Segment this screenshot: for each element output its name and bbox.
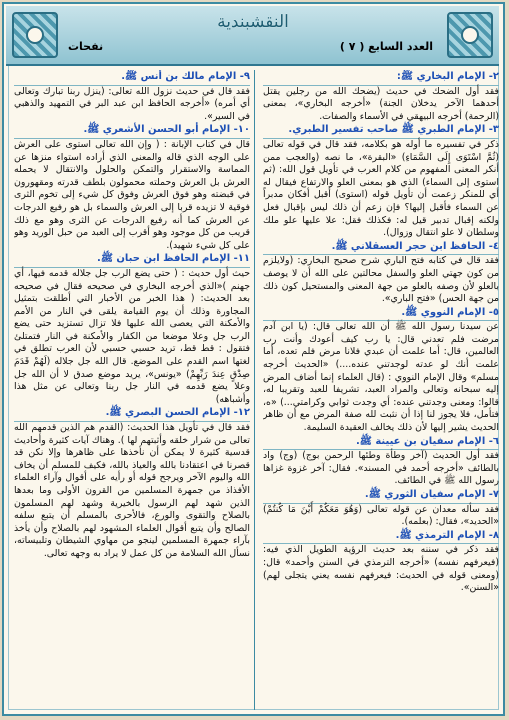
section-name: نفحات — [68, 40, 104, 53]
scholar-heading: ٤- الحافظ ابن حجر العسقلاني ﷺ. — [263, 241, 499, 256]
scholar-heading: ٥- الإمام النووي ﷺ. — [263, 307, 499, 322]
scholar-text: حيث أول حديث : ( حتى يضع الرب جل جلاله قدمه فيها، أي جهنم )«الذي أخرجه البخاري في صحيحه فقال في صحيحه بعد الحديث: ( هذا الخبر من الأخبار التي أطلقت بتمثيل المجاورة وذلك أن يوم القيامة يلقى في النار من الأمم والأمكنة التي يعصى الله عليها فلا تزال تستزيد حتى يضع الرب جل وعلا موضعا من الكفار والأمكنة في النار فتمتلئ فتقول : قط قط، تريد حسبي حسبي لأن العرب تطلق في لغتها اسم القدم على الموضع. قال الله جل جلاله (لَهُمْ قَدَمَ صِدْقٍ عِندَ رَبِّهِمْ) «يونس»، يريد موضع صدق لا أن الله جل وعلا يضع قدمه في النار جل ربنا وتعالى عن مثل هذا وأشباهه) — [14, 267, 250, 405]
scholar-heading: ١٢- الإمام الحسن البصري ﷺ. — [14, 407, 250, 422]
issue-number: العدد السابع ( ٧ ) — [339, 40, 433, 53]
scholar-text: قال في كتاب الإبانة : ( وإن الله تعالى استوى على العرش على الوجه الذي قاله والمعنى الذي أراده استواء منزها عن المماسة والاستقرار والتمكن والحلول والانتقال لا يحمله العرش بل العرش وحملته محمولون بلطف قدرته ومقهورون في قبضته وهو فوق العرش وفوق كل شيء إلى تخوم الثرى فوقية لا تزيده قربا إلى العرش والسماء بل هو رفيع الدرجات عن العرش كما أنه رفيع الدرجات عن الثرى وهو مع ذلك قريب من كل موجود وهو أقرب إلى العبد من حبل الوريد وهو على كل شيء شهيد). — [14, 138, 250, 251]
scholar-text: عن سيدنا رسول الله ﷺ أن الله تعالى قال: (يا ابن آدم مرضت فلم تعدني قال: يا رب كيف أعودك وأنت رب العالمين، قال: أما علمت أن عبدي فلانا مرض فلم تعده، أما علمت أنك لو عدته لوجدتني عنده....) «الحديث أخرجه مسلم» وقال الإمام النووي : (قال العلماء إنما أضاف المرض إليه سبحانه وتعالى والمراد العبد، تشريفا للعبد وتقريبا له، قالوا: ومعنى وجدتني عنده: أي وجدت ثوابي وكرامتي...) «ه، فتأمل، فلا يجوز لنا إذا أن نثبت لله صفة المرض مع أن ظاهر الحديث يشير إليها لأن ذلك يخالف العقيدة السليمة. — [263, 321, 499, 434]
scholar-text: فقد أول الضحك في حديث (يضحك الله من رجلين يقتل أحدهما الآخر يدخلان الجنة) «أخرجه البخاري»، بمعنى (الرحمة) أخرجه البيهقي في الأسماء والصفات. — [263, 85, 499, 122]
scholar-heading: ٩- الإمام مالك بن أنس ﷺ. — [14, 71, 250, 86]
scholar-text: فقد قال في تأويل هذا الحديث: (القدم هم الذين قدمهم الله تعالى من شرار خلقه وأثبتهم لها ). وهناك آيات كثيرة وأحاديث قدسية كثيرة لا يمكن أن نأخذها على ظاهرها وإلا نكن قد قصرنا في اعتقادنا بالله والعياذ بالله، فكيف للمسلم أن يخاف الله واليوم الآخر ويرجح قوله أو رأيه على أقوال وآراء العلماء الأفذاذ من جمهرة المسلمين من القرون الأولى وما بعدها الذين شهد لهم الرسول بالخيرية وشهد لهم المسلمون بالصلاح والتقوى والورع، فالأحرى بالمسلم أن يتبع سلفه الصالح وأن يتبع أقوال العلماء المشهود لهم بالصلاح وأن يأخذ بآراء جمهرة المسلمين لينجو من مهاوي الشيطان وتلبيساته، نسأل الله السلامة من كل عمل لا يراد به وجهه تعالى. — [14, 422, 250, 559]
scholar-heading: ٢- الإمام البخاري ﷺ: — [263, 71, 499, 86]
scholar-text: فقد أول الحديث (آخر وطأة وطئها الرحمن بوج) (وج) واد بالطائف «أخرجه أحمد في المسند». فقال: آخر غزوة غزاها رسول الله ﷺ في الطائف. — [263, 450, 499, 487]
magazine-logo: النقشبندية — [217, 12, 289, 32]
scholar-text: فقد قال في كتابه فتح الباري شرح صحيح البخاري: (ولايلزم من كون جهتي العلو والسفل محالتين على الله أن لا يوصف بالعلو لأن وصفه بالعلو من جهة المعنى والمستحيل كون ذلك من جهة الحس) «فتح الباري». — [263, 255, 499, 305]
scholar-text: فقد ذكر في سننه بعد حديث الرؤية الطويل الذي فيه: (فيعرفهم نفسه) «أخرجه الترمذي في السنن وأحمد» قال: (ومعنى قوله في الحديث: فيعرفهم نفسه يعني يتجلى لهم) «السنن». — [263, 544, 499, 594]
scholar-heading: ٦- الإمام سفيان بن عيينة ﷺ. — [263, 436, 499, 451]
scholar-heading: ٧- الإمام سفيان الثوري ﷺ. — [263, 489, 499, 504]
scholar-heading: ١١- الإمام الحافظ ابن حبان ﷺ. — [14, 253, 250, 268]
scholar-text: فقد قال في حديث نزول الله تعالى: (ينزل ربنا تبارك وتعالى أي أمره) «أخرجه الحافظ ابن عبد البر في التمهيد والذهبي في السير». — [14, 85, 250, 122]
right-column — [263, 70, 499, 710]
scholar-heading: ٣- الإمام الطبري ﷺ صاحب تفسير الطبري. — [263, 124, 499, 139]
column-divider — [254, 70, 255, 710]
scholar-heading: ٨- الإمام الترمذي ﷺ. — [263, 530, 499, 545]
scholar-heading: ١٠- الإمام أبو الحسن الأشعري ﷺ. — [14, 124, 250, 139]
scholar-text: ذكر في تفسيره ما أوله هو بكلامه، فقد قال في قوله تعالى (ثُمَّ اسْتَوَى إِلَى السَّمَاءِ) «البقرة»، ما نصه (والعجب ممن أنكر المعنى المفهوم من كلام العرب في تأويل قول الله: (ثم استوى إلى السماء) الذي هو بمعنى العلو والارتفاع فيقال له أي للمنكر زعمت أن تأويل قوله (استوى) أقبل أفكان مدبراً عن السماء فأقبل إليها؟ فإن زعم أن ذلك ليس بإقبال فعل ولكنه إقبال تدبير قيل له: فكذلك فقل: علا عليها علو ملك وسلطان لا علو انتقال وزوال). — [263, 138, 499, 239]
ornament-right-icon — [447, 12, 493, 58]
page-header — [6, 6, 499, 66]
left-column — [14, 70, 250, 710]
ornament-left-icon — [12, 12, 58, 58]
scholar-text: فقد سأله معدان عن قوله تعالى (وَهُوَ مَعَكُمْ أَيْنَ مَا كُنتُمْ) «الحديد»، فقال: (بعلمه). — [263, 503, 499, 528]
